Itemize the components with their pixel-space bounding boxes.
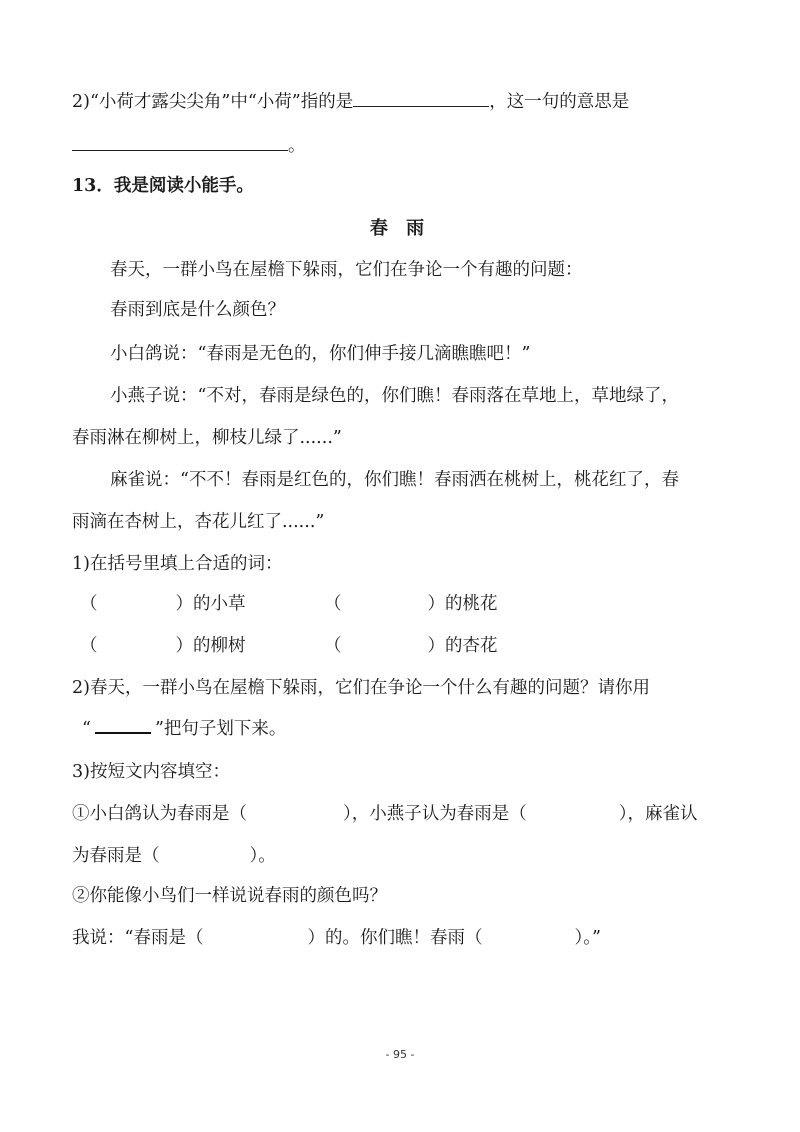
open-paren: （ [324,594,342,614]
open-paren: （ [324,636,342,656]
passage-para-4a: 小燕子说：“不对，春雨是绿色的，你们瞧！春雨落在草地上，草地绿了， [110,386,679,406]
item-text: 的杏花 [445,636,498,656]
q13-heading: 13．我是阅读小能手。 [72,176,254,196]
sub1-item-2 [324,592,498,616]
sub3-b-line [72,926,601,950]
item-text: 的柳树 [193,636,246,656]
open-paren: （ [80,594,98,614]
passage-para-1: 春天，一群小鸟在屋檐下躲雨，它们在争论一个有趣的问题： [110,260,583,280]
sub2-line2-text: ”把句子划下来。 [154,719,287,739]
item-text: 的小草 [193,594,246,614]
sub3-a-line1 [72,802,698,826]
passage-title: 春 雨 [369,218,431,239]
sub3-b-prompt: ②你能像小鸟们一样说说春雨的颜色吗？ [72,886,387,906]
item-text: 的桃花 [445,594,498,614]
sub3-a-part1: ①小白鸽认为春雨是（ [72,804,247,824]
sub3-b-part2: ）的。你们瞧！春雨（ [307,928,483,948]
sub3-a-part2: ），小燕子认为春雨是（ [343,804,527,824]
close-paren: ） [175,636,193,656]
sub3-a-line2 [72,844,276,868]
q12-2-blank2[interactable] [72,132,288,151]
sub2-line1: 2)春天，一群小鸟在屋檐下躲雨，它们在争论一个什么有趣的问题？请你用 [72,678,650,698]
sub3-prompt: 3)按短文内容填空： [72,762,230,782]
sub1-item-1 [80,592,246,616]
q12-2-blank1[interactable] [353,88,489,107]
passage-para-3: 小白鸽说：“春雨是无色的，你们伸手接几滴瞧瞧吧！” [110,344,531,364]
underline-sample [95,716,151,734]
close-paren: ） [427,636,445,656]
page-number: - 95 - [385,1048,415,1061]
open-quote: “ [82,719,91,739]
sub3-a-line2-end: ）。 [249,846,276,866]
close-paren: ） [427,594,445,614]
sub3-b-part1: 我说：“春雨是（ [72,928,204,948]
q12-2-mid: ，这一句的意思是 [489,92,630,112]
passage-para-4b: 春雨淋在柳树上，柳枝儿绿了......” [72,428,342,448]
sub2-line2 [82,716,286,741]
sub1-prompt: 1)在括号里填上合适的词： [72,554,283,574]
q12-2-end: 。 [288,136,306,156]
sub1-item-3 [80,634,246,658]
passage-para-2: 春雨到底是什么颜色？ [110,300,285,320]
sub3-a-part3: ），麻雀认 [618,804,698,824]
sub3-a-line2-text: 为春雨是（ [72,846,160,866]
sub3-b-part3: ）。” [574,928,601,948]
close-paren: ） [175,594,193,614]
q12-2-line1 [72,88,629,114]
sub1-item-4 [324,634,498,658]
q12-2-prefix: 2)“小荷才露尖尖角”中“小荷”指的是 [72,92,354,112]
passage-para-5b: 雨滴在杏树上，杏花儿红了......” [72,512,325,532]
q12-2-line2 [72,132,306,158]
open-paren: （ [80,636,98,656]
passage-para-5a: 麻雀说：“不不！春雨是红色的，你们瞧！春雨洒在桃树上，桃花红了，春 [110,470,679,490]
